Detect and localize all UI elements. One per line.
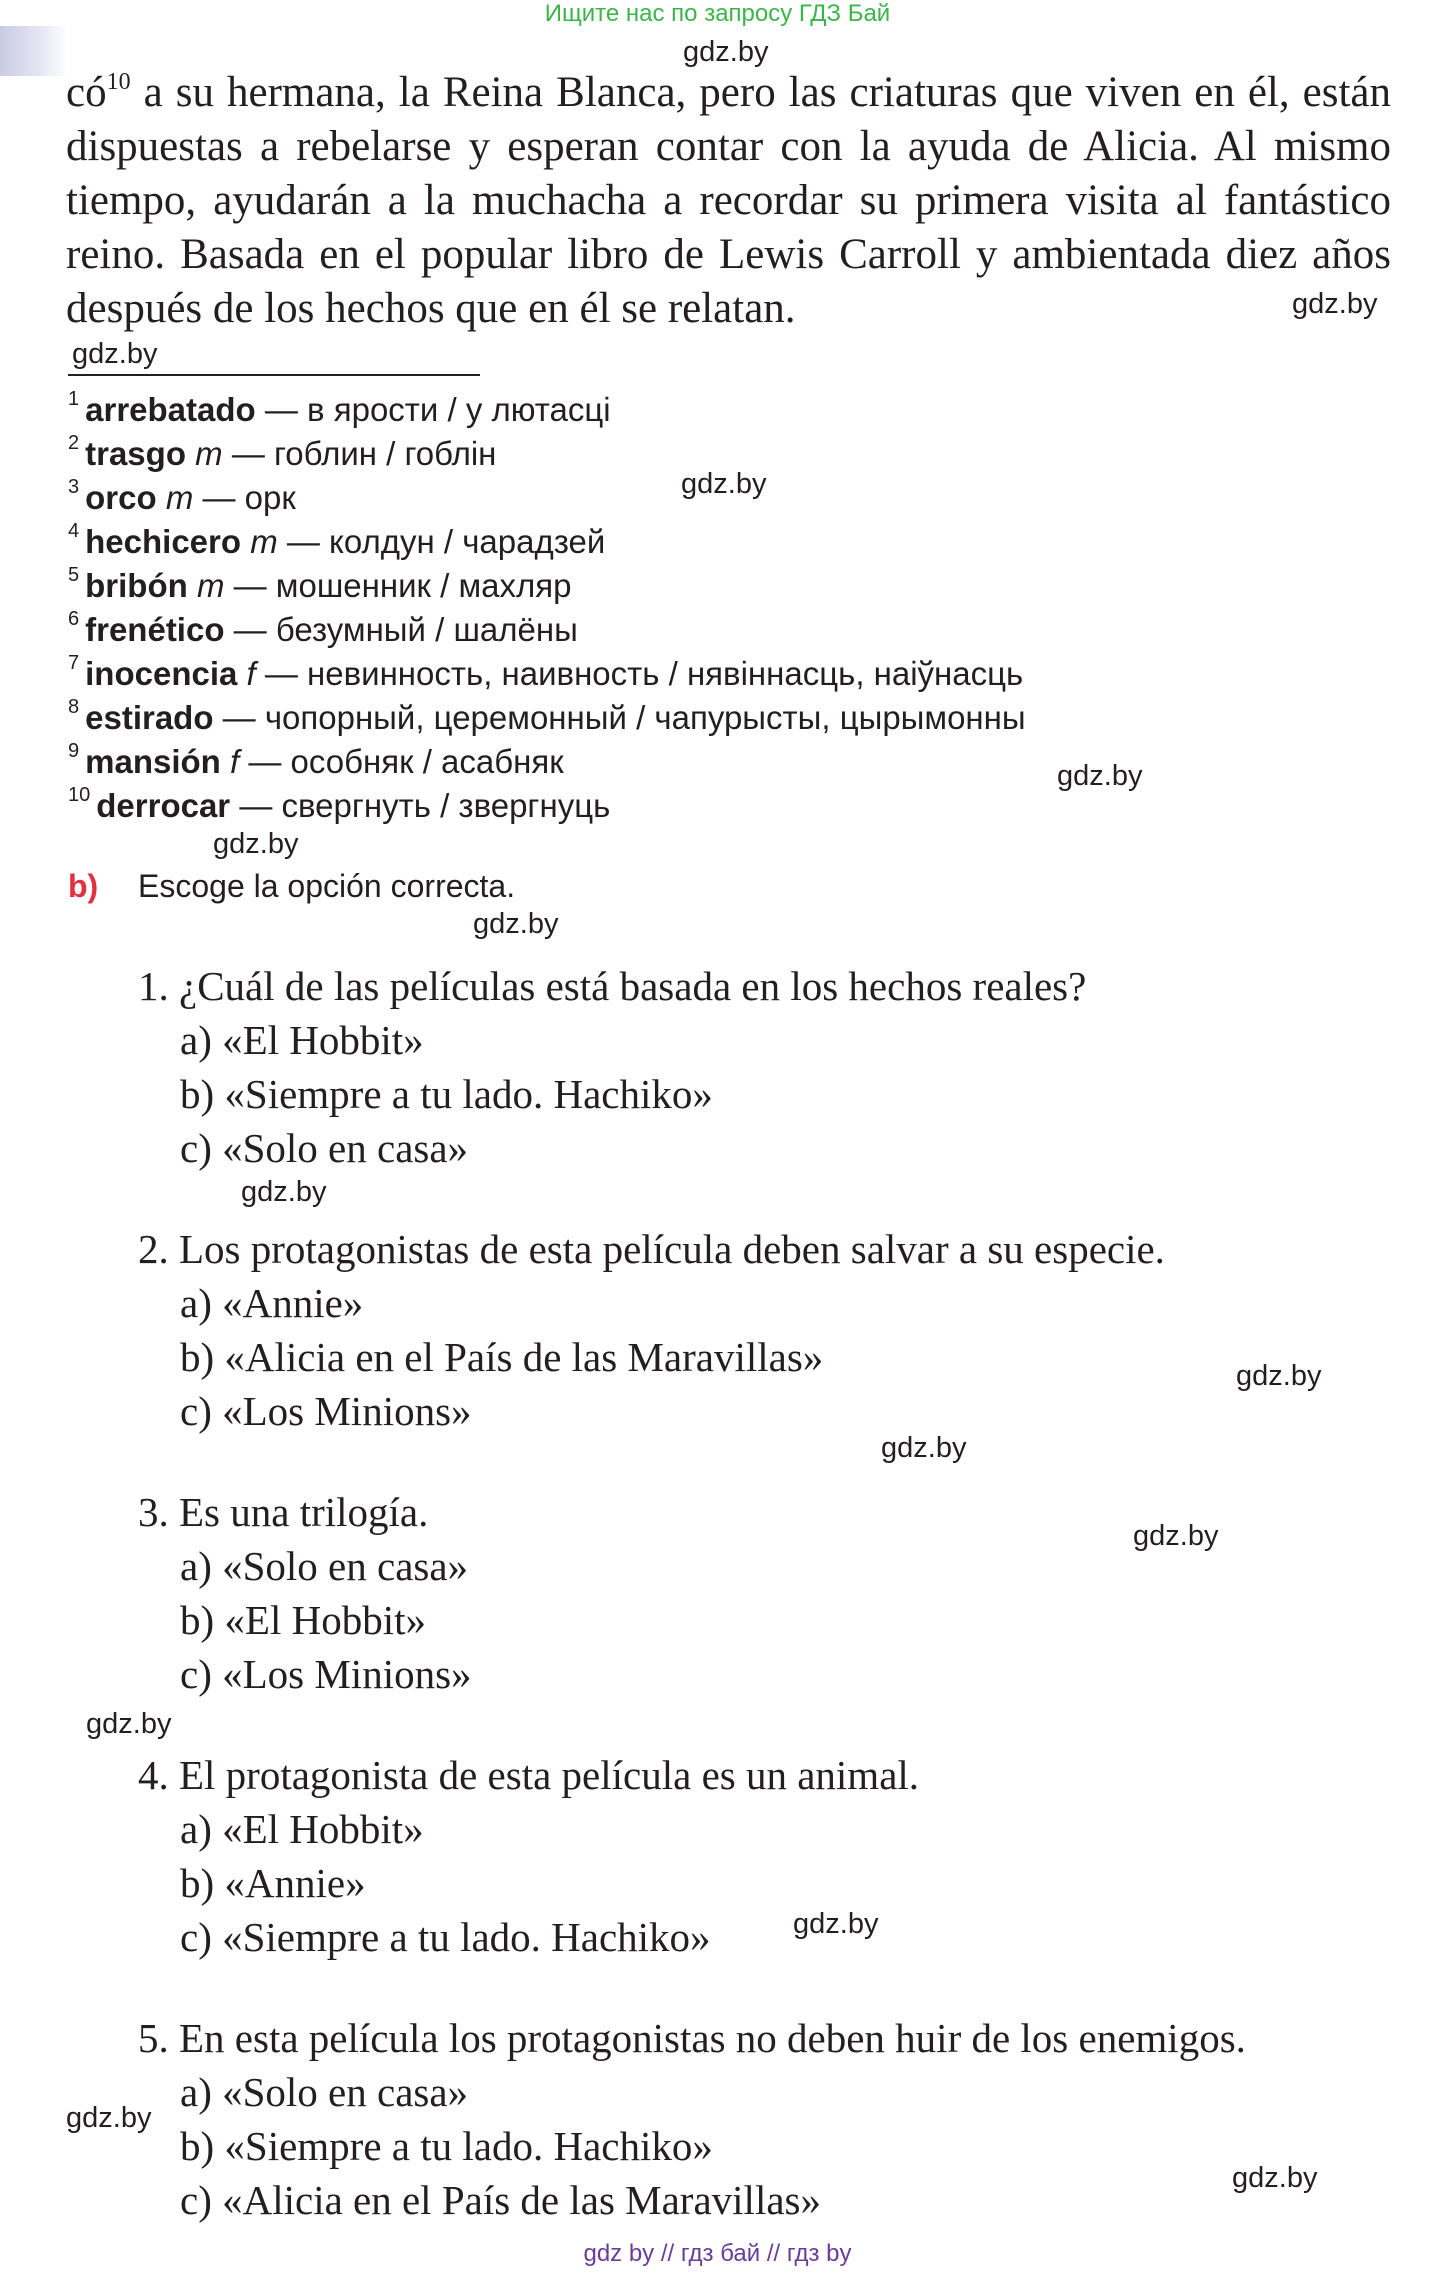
watermark: gdz.by — [1133, 1520, 1219, 1552]
footnote-number: 1 — [68, 388, 80, 410]
paragraph-line: dispuestas a rebelarse y esperan contar con la ayuda de Alicia. Al mismo — [66, 123, 1391, 170]
glossary-entry — [68, 608, 578, 652]
glossary-entry — [68, 388, 611, 432]
answer-option[interactable]: c) «Los Minions» — [180, 1651, 472, 1697]
footnote-number: 4 — [68, 520, 80, 542]
glossary-word: trasgo — [85, 435, 186, 472]
answer-option[interactable]: c) «Alicia en el País de las Maravillas» — [180, 2177, 821, 2223]
paragraph-line: tiempo, ayudarán a la muchacha a recordar su primera visita al fantástico — [66, 177, 1391, 224]
watermark: gdz.by — [1057, 760, 1143, 792]
answer-option[interactable]: a) «El Hobbit» — [180, 1806, 424, 1852]
glossary-word: bribón — [85, 567, 188, 604]
answer-option[interactable]: b) «Alicia en el País de las Maravillas» — [180, 1334, 824, 1380]
question-1: 1. ¿Cuál de las películas está basada en los hechos reales? — [138, 963, 1087, 1009]
glossary-word: arrebatado — [85, 391, 256, 428]
glossary-word: mansión — [85, 743, 221, 780]
task-instruction: Escoge la opción correcta. — [138, 868, 516, 904]
question-5: 5. En esta película los protagonistas no deben huir de los enemigos. — [138, 2015, 1246, 2061]
watermark: gdz.by — [683, 36, 769, 68]
watermark: gdz.by — [72, 338, 158, 370]
glossary-translation: — в ярости / у лютасці — [264, 391, 611, 428]
watermark: gdz.by — [681, 468, 767, 500]
watermark: gdz.by — [66, 2102, 152, 2134]
paragraph-line: reino. Basada en el popular libro de Lewis Carroll y ambientada diez años — [66, 231, 1391, 278]
glossary-word: inocencia — [85, 655, 238, 692]
watermark: gdz.by — [241, 1176, 327, 1208]
task-letter: b) — [68, 868, 99, 904]
answer-option[interactable]: a) «Annie» — [180, 1280, 364, 1326]
glossary-translation: — мошенник / махляр — [233, 567, 572, 604]
glossary-gender: m — [250, 523, 278, 560]
watermark: gdz.by — [86, 1708, 172, 1740]
glossary-entry — [68, 432, 496, 476]
glossary-entry — [68, 740, 564, 784]
answer-option[interactable]: b) «Siempre a tu lado. Hachiko» — [180, 2123, 713, 2169]
glossary-translation: — орк — [202, 479, 296, 516]
glossary-gender: m — [165, 479, 194, 516]
glossary-translation: — чопорный, церемонный / чапурысты, цырымонны — [222, 699, 1026, 736]
footnote-number: 3 — [68, 476, 80, 498]
glossary-word: hechicero — [85, 523, 242, 560]
footnote-number: 9 — [68, 740, 80, 762]
answer-option[interactable]: a) «El Hobbit» — [180, 1017, 424, 1063]
watermark: gdz.by — [1236, 1360, 1322, 1392]
watermark: gdz.by — [881, 1432, 967, 1464]
watermark: gdz.by — [473, 908, 559, 940]
glossary-gender: m — [195, 435, 223, 472]
answer-option[interactable]: a) «Solo en casa» — [180, 2069, 469, 2115]
glossary-word: frenético — [85, 611, 225, 648]
glossary-word: orco — [85, 479, 157, 516]
answer-option[interactable]: c) «Solo en casa» — [180, 1125, 469, 1171]
glossary-translation: — свергнуть / звергнуць — [239, 787, 611, 824]
answer-option[interactable]: b) «Siempre a tu lado. Hachiko» — [180, 1071, 713, 1117]
glossary-translation: — невинность, наивность / нявіннасць, наіўнасць — [264, 655, 1024, 692]
footnote-ref: 10 — [106, 68, 131, 95]
top-banner[interactable]: Ищите нас по запросу ГДЗ Бай — [544, 0, 891, 27]
answer-option[interactable]: b) «Annie» — [180, 1860, 366, 1906]
watermark: gdz.by — [1292, 288, 1378, 320]
glossary-translation: — особняк / асабняк — [248, 743, 564, 780]
glossary-entry — [68, 652, 1023, 696]
glossary-translation: — гоблин / гоблін — [231, 435, 497, 472]
question-2: 2. Los protagonistas de esta película deben salvar a su especie. — [138, 1226, 1165, 1272]
glossary-gender: m — [196, 567, 225, 604]
glossary-gender: f — [230, 743, 240, 780]
glossary-translation: — безумный / шалёны — [233, 611, 578, 648]
glossary-entry — [68, 784, 610, 828]
glossary-entry — [68, 476, 296, 520]
footnote-number: 5 — [68, 564, 80, 586]
corner-tab-decoration — [0, 26, 68, 76]
answer-option[interactable]: a) «Solo en casa» — [180, 1543, 469, 1589]
glossary-entry — [68, 696, 1026, 740]
paragraph-line: después de los hechos que en él se relatan. — [66, 285, 796, 332]
glossary-translation: — колдун / чарадзей — [286, 523, 606, 560]
watermark: gdz.by — [1232, 2162, 1318, 2194]
glossary-word: estirado — [85, 699, 214, 736]
glossary-word: derrocar — [96, 787, 231, 824]
watermark: gdz.by — [793, 1908, 879, 1940]
watermark: gdz.by — [213, 828, 299, 860]
answer-option[interactable]: b) «El Hobbit» — [180, 1597, 426, 1643]
paragraph-line: $có^{10}$ a su hermana, la Reina Blanca, pero las criaturas que viven en él, están — [66, 68, 1391, 116]
story-paragraph — [66, 66, 1391, 336]
answer-option[interactable]: c) «Siempre a tu lado. Hachiko» — [180, 1914, 711, 1960]
glossary-entry — [68, 564, 572, 608]
task-b — [68, 868, 515, 905]
question-3: 3. Es una trilogía. — [138, 1489, 429, 1535]
footnote-number: 10 — [68, 784, 91, 806]
answer-option[interactable]: c) «Los Minions» — [180, 1388, 472, 1434]
question-4: 4. El protagonista de esta película es un animal. — [138, 1752, 920, 1798]
glossary-entry — [68, 520, 605, 564]
glossary-gender: f — [246, 655, 256, 692]
footnote-number: 6 — [68, 608, 80, 630]
footnote-number: 2 — [68, 432, 80, 454]
footnote-divider — [68, 374, 480, 376]
footnote-number: 8 — [68, 696, 80, 718]
bottom-banner[interactable]: gdz by // гдз бай // гдз by — [583, 2240, 852, 2267]
footnote-number: 7 — [68, 652, 80, 674]
